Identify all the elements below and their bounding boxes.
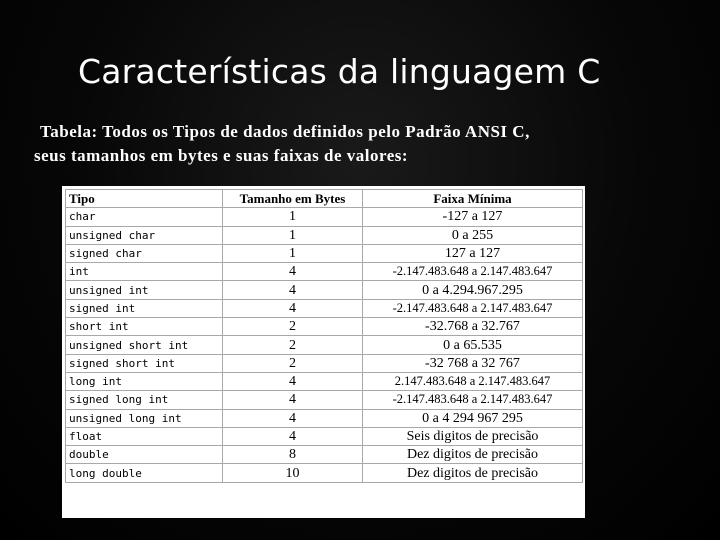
cell-type: long double — [66, 464, 223, 482]
cell-range: -2.147.483.648 a 2.147.483.647 — [363, 299, 583, 317]
cell-range: -32.768 a 32.767 — [363, 318, 583, 336]
cell-type: char — [66, 208, 223, 226]
cell-range: 2.147.483.648 a 2.147.483.647 — [363, 372, 583, 390]
cell-size: 2 — [223, 354, 363, 372]
cell-type: unsigned char — [66, 226, 223, 244]
table-row — [66, 427, 583, 445]
table-row — [66, 281, 583, 299]
table-row — [66, 354, 583, 372]
cell-size: 4 — [223, 427, 363, 445]
table-body — [66, 208, 583, 482]
table-row — [66, 464, 583, 482]
cell-type: long int — [66, 372, 223, 390]
cell-type: float — [66, 427, 223, 445]
cell-size: 4 — [223, 263, 363, 281]
cell-type: signed char — [66, 244, 223, 262]
cell-type: signed long int — [66, 391, 223, 409]
cell-range: 0 a 65.535 — [363, 336, 583, 354]
cell-range: 0 a 4.294.967.295 — [363, 281, 583, 299]
header-type: Tipo — [66, 190, 223, 208]
slide-title: Características da linguagem C — [78, 52, 601, 91]
caption-line-1: Tabela: Todos os Tipos de dados definidos pelo Padrão ANSI C, — [40, 122, 530, 141]
cell-size: 10 — [223, 464, 363, 482]
table-row — [66, 372, 583, 390]
caption-line-2: seus tamanhos em bytes e suas faixas de valores: — [34, 146, 409, 165]
cell-size: 4 — [223, 281, 363, 299]
data-types-table — [65, 189, 583, 483]
cell-type: signed int — [66, 299, 223, 317]
cell-range: 0 a 255 — [363, 226, 583, 244]
cell-range: -2.147.483.648 a 2.147.483.647 — [363, 391, 583, 409]
table-row — [66, 208, 583, 226]
cell-type: unsigned short int — [66, 336, 223, 354]
cell-range: Seis digitos de precisão — [363, 427, 583, 445]
cell-type: int — [66, 263, 223, 281]
cell-size: 1 — [223, 208, 363, 226]
table-row — [66, 263, 583, 281]
cell-size: 4 — [223, 372, 363, 390]
data-types-table-image — [62, 186, 585, 518]
cell-range: 127 a 127 — [363, 244, 583, 262]
table-row — [66, 299, 583, 317]
cell-range: Dez digitos de precisão — [363, 446, 583, 464]
table-row — [66, 409, 583, 427]
cell-size: 1 — [223, 244, 363, 262]
cell-type: unsigned int — [66, 281, 223, 299]
table-row — [66, 446, 583, 464]
table-header-row — [66, 190, 583, 208]
cell-size: 4 — [223, 409, 363, 427]
cell-type: double — [66, 446, 223, 464]
cell-size: 2 — [223, 336, 363, 354]
cell-size: 2 — [223, 318, 363, 336]
cell-size: 8 — [223, 446, 363, 464]
cell-size: 1 — [223, 226, 363, 244]
cell-range: -32 768 a 32 767 — [363, 354, 583, 372]
table-caption — [34, 120, 674, 168]
table-row — [66, 391, 583, 409]
cell-range: 0 a 4 294 967 295 — [363, 409, 583, 427]
table-row — [66, 318, 583, 336]
header-range: Faixa Mínima — [363, 190, 583, 208]
table-row — [66, 226, 583, 244]
table-row — [66, 336, 583, 354]
cell-size: 4 — [223, 391, 363, 409]
cell-size: 4 — [223, 299, 363, 317]
cell-type: short int — [66, 318, 223, 336]
cell-type: unsigned long int — [66, 409, 223, 427]
table-row — [66, 244, 583, 262]
cell-type: signed short int — [66, 354, 223, 372]
cell-range: Dez digitos de precisão — [363, 464, 583, 482]
cell-range: -2.147.483.648 a 2.147.483.647 — [363, 263, 583, 281]
cell-range: -127 a 127 — [363, 208, 583, 226]
header-size: Tamanho em Bytes — [223, 190, 363, 208]
